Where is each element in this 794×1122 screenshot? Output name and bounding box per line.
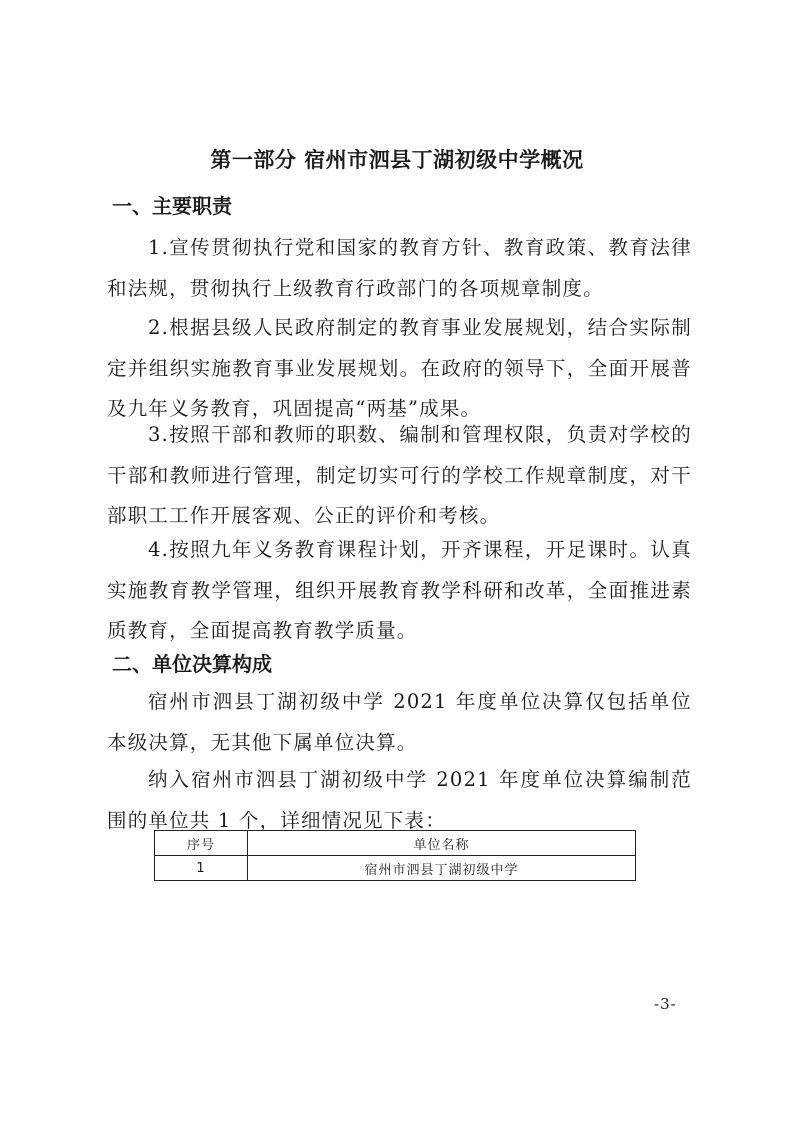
composition-paragraph-2: 纳入宿州市泗县丁湖初级中学 2021 年度单位决算编制范围的单位共 1 个，详细情况见下表： bbox=[107, 768, 692, 832]
table-header-row bbox=[155, 831, 636, 856]
table-row bbox=[155, 856, 636, 881]
unit-table bbox=[154, 830, 636, 881]
composition-paragraph-1: 宿州市泗县丁湖初级中学 2021 年度单位决算仅包括单位本级决算，无其他下属单位决算。 bbox=[107, 690, 692, 754]
table-header-unit-name: 单位名称 bbox=[248, 831, 636, 856]
document-title: 第一部分 宿州市泗县丁湖初级中学概况 bbox=[210, 148, 584, 172]
duty-item-3: 3.按照干部和教师的职数、编制和管理权限，负责对学校的干部和教师进行管理，制定切实可行的学校工作规章制度，对干部职工工作开展客观、公正的评价和考核。 bbox=[107, 423, 692, 527]
table-cell-serial: 1 bbox=[155, 856, 248, 881]
page-number: -3- bbox=[654, 995, 677, 1013]
duty-item-4: 4.按照九年义务教育课程计划，开齐课程，开足课时。认真实施教育教学管理，组织开展教育教学科研和改革，全面推进素质教育，全面提高教育教学质量。 bbox=[107, 538, 692, 642]
duty-item-2: 2.根据县级人民政府制定的教育事业发展规划，结合实际制定并组织实施教育事业发展规划。在政府的领导下，全面开展普及九年义务教育，巩固提高“两基”成果。 bbox=[107, 316, 692, 420]
table-cell-unit-name: 宿州市泗县丁湖初级中学 bbox=[248, 856, 636, 881]
section-heading-budget-composition: 二、单位决算构成 bbox=[112, 652, 272, 676]
duty-item-1: 1.宣传贯彻执行党和国家的教育方针、教育政策、教育法律和法规，贯彻执行上级教育行政部门的各项规章制度。 bbox=[107, 236, 692, 300]
section-heading-main-duties: 一、主要职责 bbox=[112, 194, 232, 218]
table-header-serial: 序号 bbox=[155, 831, 248, 856]
